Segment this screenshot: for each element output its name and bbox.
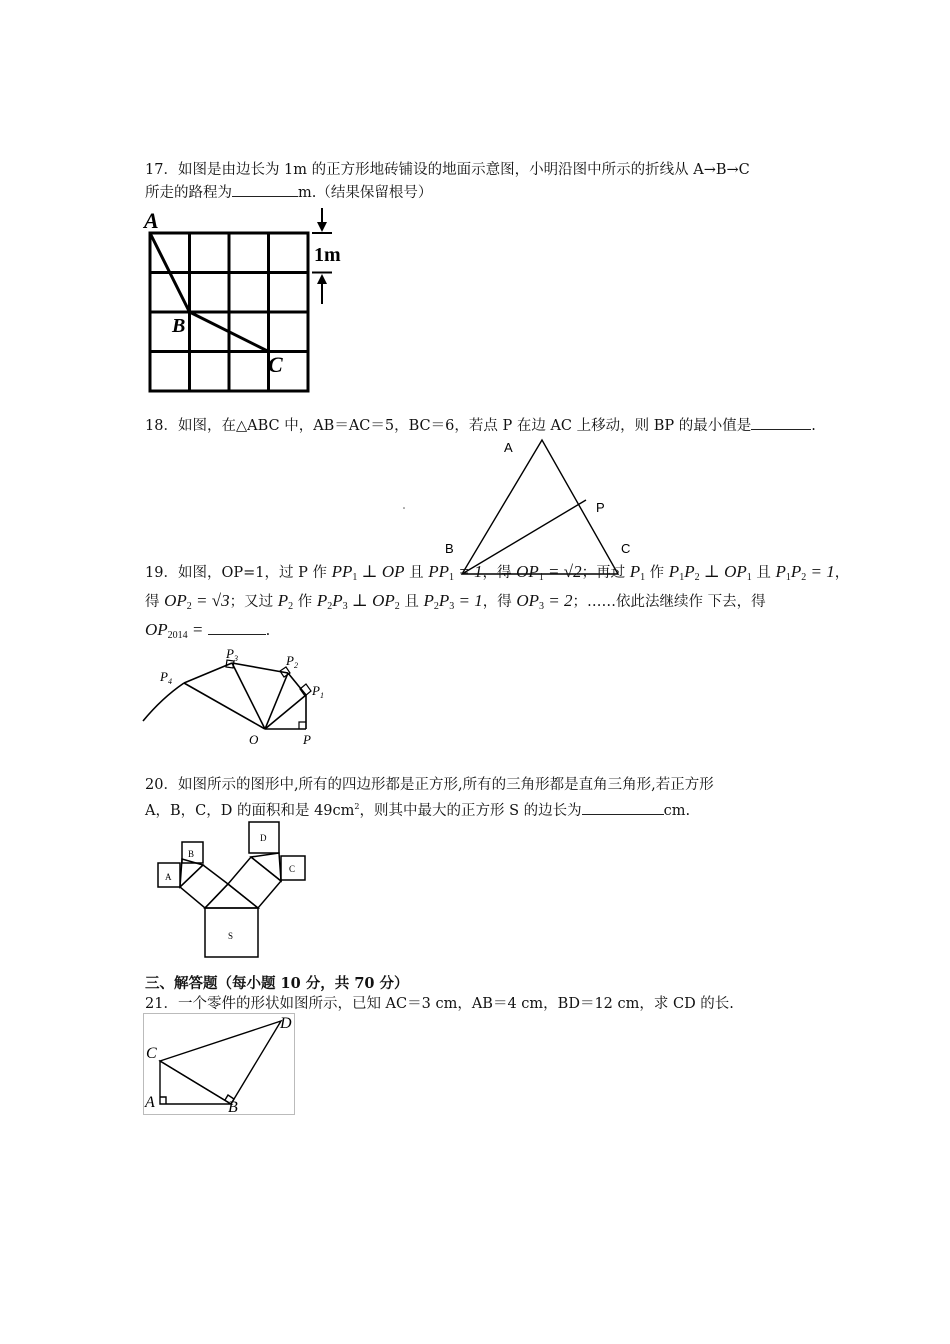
section-3-heading: 三、解答题（每小题 10 分，共 70 分） (145, 975, 409, 992)
q21-label-c: C (146, 1045, 157, 1062)
q19-label-p: P (303, 732, 311, 747)
q17-text-b: m.（结果保留根号） (298, 185, 433, 201)
q20-label-b: B (188, 849, 195, 859)
q18-text (145, 415, 816, 436)
q19-op2014: $OP_{2014}$ = (145, 620, 208, 641)
q18-label-a: A (504, 440, 513, 455)
q21-label-b: B (228, 1099, 238, 1115)
q18-label-b: B (445, 541, 454, 556)
q17-line2 (145, 182, 432, 203)
q19-answer-blank[interactable] (208, 620, 266, 635)
q20-label-d: D (260, 833, 267, 843)
q18-end: . (811, 418, 816, 434)
q21-label-a: A (145, 1094, 155, 1111)
q17-label-a: A (144, 208, 159, 233)
q19-label-p1: $P_1$ (312, 683, 324, 700)
q21-text: 21．一个零件的形状如图所示，已知 AC＝3 cm，AB＝4 cm，BD＝12 cm，求 CD 的长. (145, 996, 734, 1012)
q20-line1: 20．如图所示的图形中,所有的四边形都是正方形,所有的三角形都是直角三角形,若正方形 (145, 777, 714, 793)
q19-line1: 19．如图，OP=1，过 P 作 $PP_1$ ⊥ OP 且 $PP_1 = 1$，得 $OP_1 = √2$；再过 $P_1$ 作 $P_1P_2$ ⊥ $OP_1$ 且 $P_1P_2 = 1$， (145, 562, 850, 583)
q20-answer-blank[interactable] (582, 800, 664, 815)
q19-label-p2: $P_2$ (286, 653, 298, 670)
q21-part-figure (143, 1013, 295, 1115)
q17-answer-blank[interactable] (232, 182, 298, 197)
q18-triangle-figure (400, 436, 660, 578)
q19-spiral-figure (140, 643, 330, 748)
q19-line2: 得 $OP_2 = √3$；又过 $P_2$ 作 $P_2P_3$ ⊥ $OP_2$ 且 $P_2P_3 = 1$，得 $OP_3 = 2$；……依此法继续作 下去，得 (145, 591, 766, 612)
q19-label-o: O (249, 732, 259, 747)
q20-line2: A，B，C，D 的面积和是 $49cm^2$，则其中最大的正方形 S 的边长为 cm. (145, 797, 690, 821)
q19-line3: $OP_{2014}$ = . (145, 620, 271, 641)
path-a-b-c (150, 233, 269, 352)
spiral-continuation (143, 683, 184, 721)
triangle-abc (462, 440, 618, 574)
triangle-cdb (160, 1021, 281, 1104)
q21-label-d: D (280, 1015, 292, 1032)
q18-label-c: C (621, 541, 631, 556)
q20-label-c: C (289, 864, 296, 874)
q19-t1: 19．如图，OP=1，过 P 作 (145, 565, 332, 581)
q19-label-p3: $P_3$ (226, 646, 238, 663)
q17-label-c: C (268, 352, 283, 377)
q20-pythagoras-tree-figure (150, 818, 315, 960)
q19-math-pp1: $PP_1$ ⊥ OP (331, 562, 405, 583)
q19-label-p4: $P_4$ (160, 669, 172, 686)
q18-answer-blank[interactable] (751, 415, 811, 430)
q17-line1: 17．如图是由边长为 1m 的正方形地砖铺设的地面示意图，小明沿图中所示的折线从 A→B→C (145, 162, 750, 178)
q20-label-s: S (228, 931, 234, 941)
q17-scale-label: 1m (314, 244, 341, 266)
q17-tile-grid-figure (140, 208, 355, 400)
q18-question: 18．如图，在△ABC 中，AB＝AC＝5，BC＝6，若点 P 在边 AC 上移动，则 BP 的最小值是 (145, 418, 752, 434)
q17-text-a: 所走的路程为 (145, 185, 232, 201)
q20-label-a: A (165, 872, 172, 882)
q18-label-p: P (596, 500, 605, 515)
q17-label-b: B (172, 315, 186, 337)
